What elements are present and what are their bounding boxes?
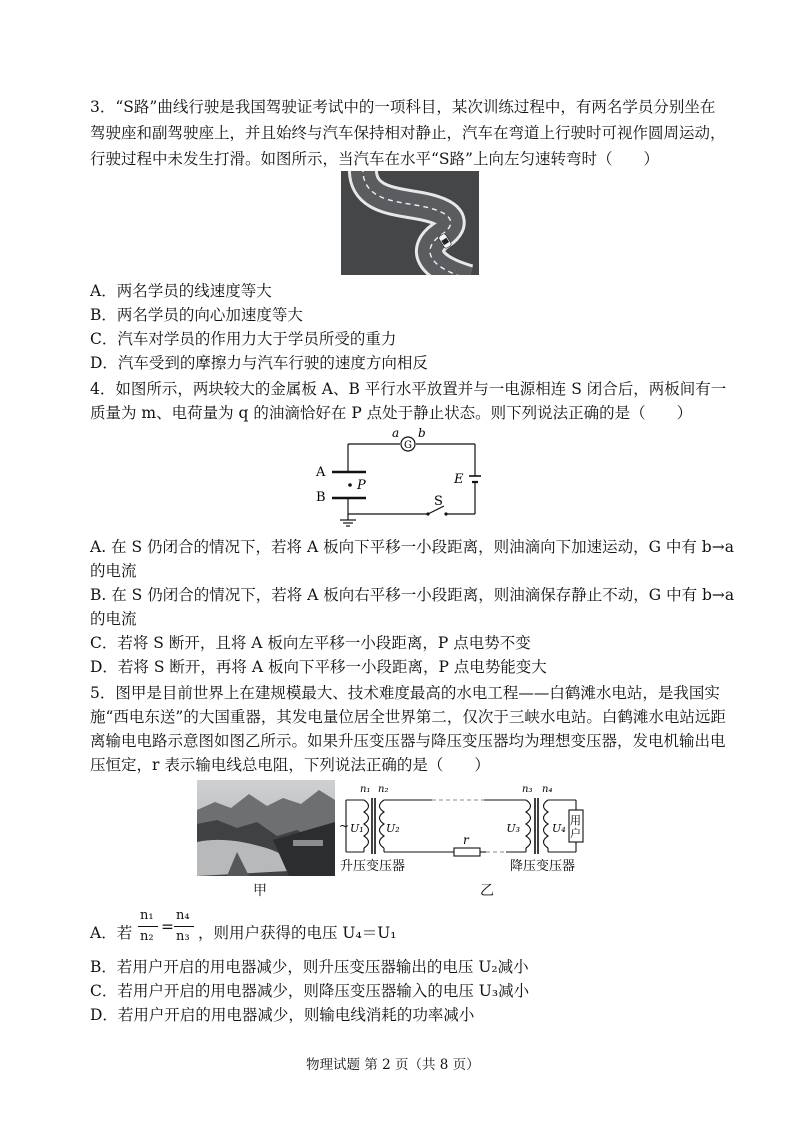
q4-option-a-line2: 的电流 — [90, 562, 137, 580]
switch-label: S — [434, 494, 443, 509]
resistance-r-label: r — [463, 833, 469, 847]
q4-stem-line2: 质量为 m、电荷量为 q 的油滴恰好在 P 点处于静止状态。则下列说法正确的是（ ） — [90, 404, 693, 422]
q3-option-b: B．两名学员的向心加速度等大 — [90, 306, 303, 324]
u4-label: U₄ — [552, 822, 566, 835]
fraction-left-denominator: n₂ — [140, 929, 154, 944]
q4-option-d: D．若将 S 断开，再将 A 板向下平移一小段距离，P 点电势能变大 — [90, 658, 547, 676]
q3-option-a: A．两名学员的线速度等大 — [90, 282, 272, 300]
hydropower-station-photo — [197, 780, 335, 876]
fraction-left-numerator: n₁ — [140, 908, 154, 923]
user-label-char2: 户 — [570, 827, 581, 840]
s-road-image — [341, 171, 479, 275]
figure-jia-caption: 甲 — [253, 883, 267, 899]
point-p-label: P — [357, 478, 366, 493]
q4-option-b-line1: B. 在 S 仍闭合的情况下，若将 A 板向右平移一小段距离，则油滴保存静止不动，G 中有 b→a — [90, 586, 735, 604]
q3-stem-line2: 驾驶座和副驾驶座上，并且始终与汽车保持相对静止，汽车在弯道上行驶时可视作圆周运动， — [90, 124, 726, 142]
fraction-right-denominator: n₃ — [176, 929, 190, 944]
figure-yi-caption: 乙 — [480, 883, 494, 899]
user-label-char1: 用 — [570, 814, 581, 827]
n1-label: n₁ — [360, 784, 371, 795]
node-b-label: b — [418, 426, 426, 440]
q5-stem-line1: 5．图甲是目前世界上在建规模最大、技术难度最高的水电工程——白鹤滩水电站，是我国实 — [90, 684, 720, 702]
step-up-label: 升压变压器 — [340, 859, 406, 874]
fraction-right-numerator: n₄ — [176, 908, 190, 923]
ac-source-symbol: ~ — [339, 819, 350, 833]
emf-label: E — [454, 472, 464, 487]
n2-label: n₂ — [378, 784, 389, 795]
galvanometer-label: G — [404, 440, 412, 451]
q5-stem-line2: 施“西电东送”的大国重器，其发电量位居全世界第二，仅次于三峡水电站。白鹤滩水电站远距 — [90, 708, 726, 726]
q4-option-b-line2: 的电流 — [90, 610, 137, 628]
q5-stem-line4: 压恒定，r 表示输电线总电阻，下列说法正确的是（ ） — [90, 756, 490, 774]
q5-option-a-prefix: A．若 — [90, 924, 133, 942]
q4-option-c: C．若将 S 断开，且将 A 板向左平移一小段距离，P 点电势不变 — [90, 634, 531, 652]
u2-label: U₂ — [386, 822, 400, 835]
fraction-equals: = — [161, 918, 174, 936]
plate-a-label: A — [316, 465, 326, 480]
u1-label: U₁ — [350, 822, 364, 835]
q4-stem-line1: 4．如图所示，两块较大的金属板 A、B 平行水平放置并与一电源相连 S 闭合后，两板间有一 — [90, 380, 727, 398]
transmission-circuit-diagram — [336, 780, 602, 878]
q5-stem-line3: 离输电电路示意图如图乙所示。如果升压变压器与降压变压器均为理想变压器，发电机输出电 — [90, 732, 726, 750]
fraction-right-bar — [174, 926, 194, 927]
q3-option-d: D．汽车受到的摩擦力与汽车行驶的速度方向相反 — [90, 354, 428, 372]
q3-stem-line1: 3．“S路”曲线行驶是我国驾驶证考试中的一项科目，某次训练过程中，有两名学员分别坐在 — [90, 98, 716, 116]
capacitor-circuit-diagram — [310, 426, 490, 530]
q5-option-d: D．若用户开启的用电器减少，则输电线消耗的功率减小 — [90, 1006, 475, 1024]
q5-option-a-suffix: ，则用户获得的电压 U₄＝U₁ — [198, 924, 397, 942]
q5-option-b: B．若用户开启的用电器减少，则升压变压器输出的电压 U₂减小 — [90, 958, 529, 976]
q4-option-a-line1: A. 在 S 仍闭合的情况下，若将 A 板向下平移一小段距离，则油滴向下加速运动，G 中有 b→a — [90, 538, 734, 556]
n4-label: n₄ — [542, 784, 553, 795]
q5-option-c: C．若用户开启的用电器减少，则降压变压器输入的电压 U₃减小 — [90, 982, 530, 1000]
u3-label: U₃ — [506, 822, 520, 835]
node-a-label: a — [392, 426, 400, 440]
q3-option-c: C．汽车对学员的作用力大于学员所受的重力 — [90, 330, 397, 348]
fraction-left-bar — [138, 926, 158, 927]
q3-stem-line3: 行驶过程中未发生打滑。如图所示，当汽车在水平“S路”上向左匀速转弯时（ ） — [90, 150, 659, 168]
plate-b-label: B — [316, 490, 326, 505]
step-down-label: 降压变压器 — [510, 859, 576, 874]
page-footer: 物理试题 第 2 页（共 8 页） — [306, 1057, 480, 1073]
n3-label: n₃ — [522, 784, 533, 795]
